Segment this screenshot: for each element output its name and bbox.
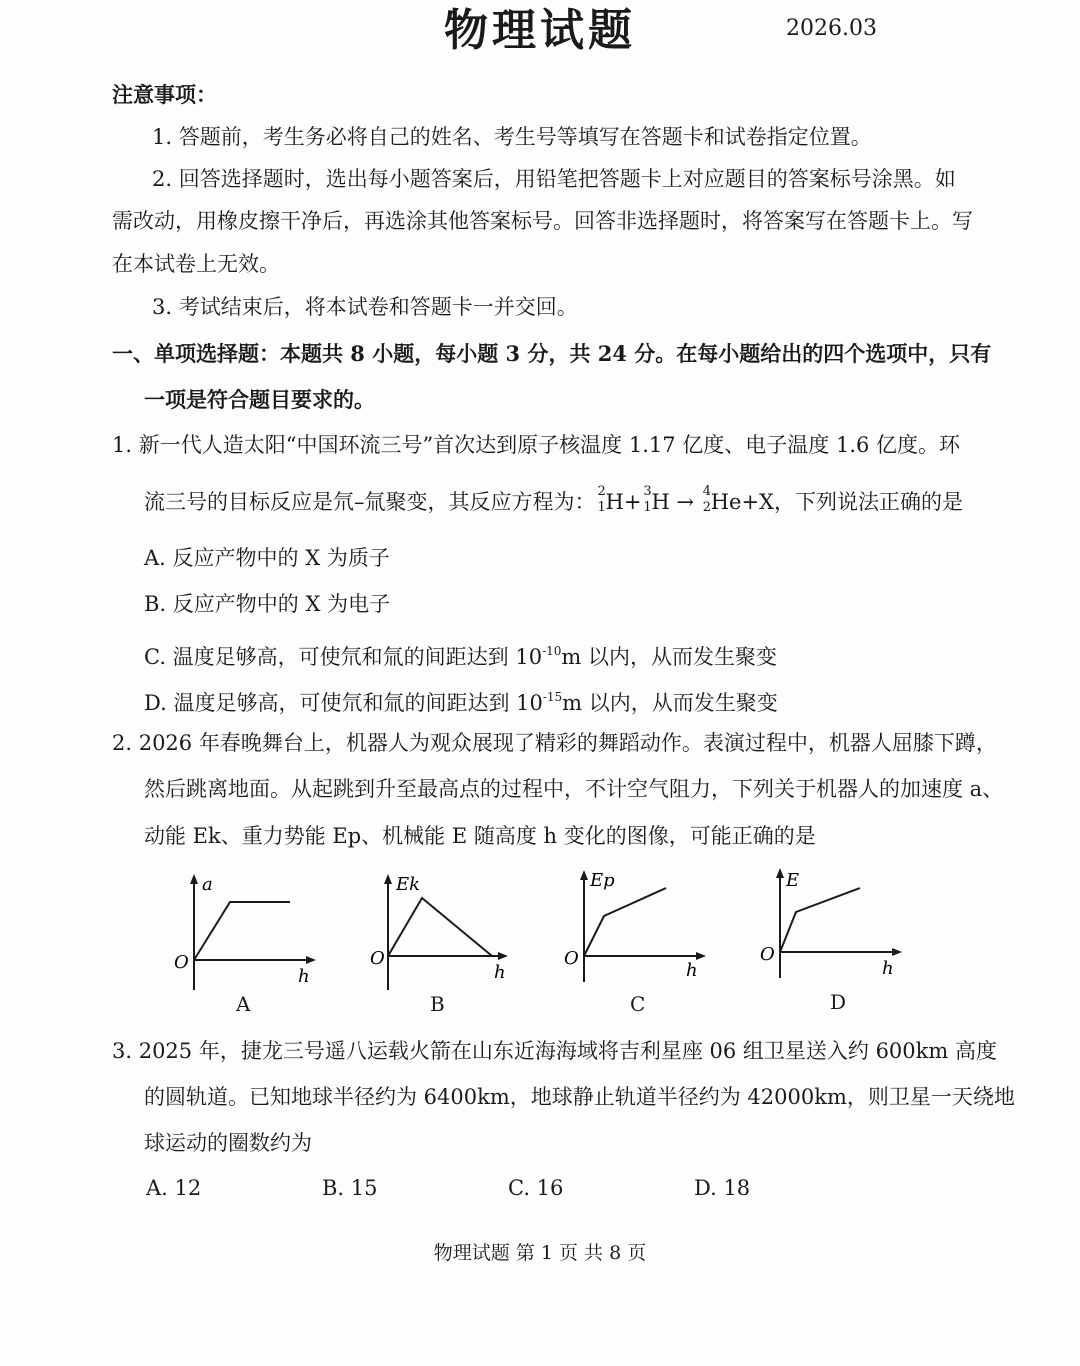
curve-b <box>388 898 492 956</box>
question-1-option-c: C. 温度足够高，可使氘和氚的间距达到 $10^{-10}m$ 以内，从而发生聚变 <box>144 644 777 669</box>
question-2-stem: 2. 2026 年春晚舞台上，机器人为观众展现了精彩的舞蹈动作。表演过程中，机器人屈膝下蹲， <box>112 731 997 755</box>
y-axis-arrow <box>776 868 784 878</box>
q1-prefix: 流三号的目标反应是氘–氚聚变，其反应方程为： <box>144 490 596 514</box>
question-1-option-d: D. 温度足够高，可使氘和氚的间距达到 $10^{-15}m$ 以内，从而发生聚变 <box>144 690 778 715</box>
notice-item-2: 2. 回答选择题时，选出每小题答案后，用铅笔把答题卡上对应题目的答案标号涂黑。如 <box>152 167 956 191</box>
origin-b: O <box>370 948 385 969</box>
graph-c-letter: C <box>630 992 646 1016</box>
page-title: 物理试题 <box>444 5 636 56</box>
question-3-option-c: C. 16 <box>508 1176 564 1200</box>
y-axis-arrow <box>190 874 198 884</box>
ylabel-c: Ep <box>590 870 615 891</box>
notice-item-2-cont: 需改动，用橡皮擦干净后，再选涂其他答案标号。回答非选择题时，将答案写在答题卡上。写 <box>112 209 973 233</box>
y-axis-arrow <box>384 874 392 884</box>
question-1-option-b: B. 反应产物中的 X 为电子 <box>144 592 391 616</box>
section-heading: 一、单项选择题：本题共 8 小题，每小题 3 分，共 24 分。在每小题给出的四个选项中，只有 <box>112 341 992 366</box>
page-footer: 物理试题 第 1 页 共 8 页 <box>433 1242 647 1264</box>
question-1-stem-cont <box>144 484 963 517</box>
section-heading-cont: 一项是符合题目要求的。 <box>144 387 375 412</box>
exam-date: 2026.03 <box>786 16 877 41</box>
question-1-stem: 1. 新一代人造太阳“中国环流三号”首次达到原子核温度 1.17 亿度、电子温度 1.6 亿度。环 <box>112 433 961 457</box>
graph-d <box>756 866 906 986</box>
question-3-stem-cont: 的圆轨道。已知地球半径约为 6400km，地球静止轨道半径约为 42000km，则卫星一天绕地 <box>144 1085 1015 1109</box>
x-axis-arrow <box>306 956 316 964</box>
xlabel-b: h <box>494 962 506 983</box>
q1-suffix: ，下列说法正确的是 <box>774 490 963 514</box>
deuterium-nuclide: 2 1 <box>597 484 606 515</box>
xlabel-a: h <box>298 966 310 987</box>
ylabel-a: a <box>202 874 213 895</box>
graph-a <box>170 872 320 992</box>
x-axis-arrow <box>498 952 508 960</box>
question-1-option-a: A. 反应产物中的 X 为质子 <box>144 546 390 570</box>
notice-heading: 注意事项： <box>112 82 217 107</box>
origin-c: O <box>564 948 579 969</box>
origin-a: O <box>174 952 189 973</box>
origin-d: O <box>760 944 775 965</box>
curve-c <box>584 888 666 956</box>
helium-nuclide: 4 2 <box>702 484 711 515</box>
curve-a <box>194 902 290 960</box>
y-axis-arrow <box>580 870 588 880</box>
question-3-stem: 3. 2025 年，捷龙三号遥八运载火箭在山东近海海域将吉利星座 06 组卫星送入约 600km 高度 <box>112 1039 997 1063</box>
graph-a-letter: A <box>236 992 251 1016</box>
graph-b <box>366 872 516 992</box>
xlabel-d: h <box>882 958 894 979</box>
notice-item-2-end: 在本试卷上无效。 <box>112 252 280 276</box>
notice-item-3: 3. 考试结束后，将本试卷和答题卡一并交回。 <box>152 295 578 319</box>
curve-d <box>780 888 860 952</box>
notice-item-1: 1. 答题前，考生务必将自己的姓名、考生号等填写在答题卡和试卷指定位置。 <box>152 125 872 149</box>
tritium-nuclide: 3 1 <box>643 484 652 515</box>
eq-part-3: He+X <box>710 490 774 514</box>
xlabel-c: h <box>686 960 698 981</box>
x-axis-arrow <box>696 952 706 960</box>
graph-c <box>560 868 710 988</box>
question-2-stem-cont: 然后跳离地面。从起跳到升至最高点的过程中，不计空气阻力，下列关于机器人的加速度 a、 <box>144 777 1004 801</box>
ylabel-d: E <box>786 870 800 891</box>
question-3-option-d: D. 18 <box>694 1176 751 1200</box>
graph-b-letter: B <box>430 992 445 1016</box>
ylabel-b: Ek <box>396 874 421 895</box>
question-2-stem-end: 动能 Ek、重力势能 Ep、机械能 E 随高度 h 变化的图像，可能正确的是 <box>144 824 816 848</box>
x-axis-arrow <box>892 948 902 956</box>
eq-part-1: H+ <box>605 490 642 514</box>
graph-d-letter: D <box>830 990 847 1014</box>
question-3-stem-end: 球运动的圈数约为 <box>144 1131 312 1155</box>
question-3-option-b: B. 15 <box>322 1176 378 1200</box>
question-3-option-a: A. 12 <box>146 1176 202 1200</box>
eq-part-2: H → <box>651 490 695 514</box>
